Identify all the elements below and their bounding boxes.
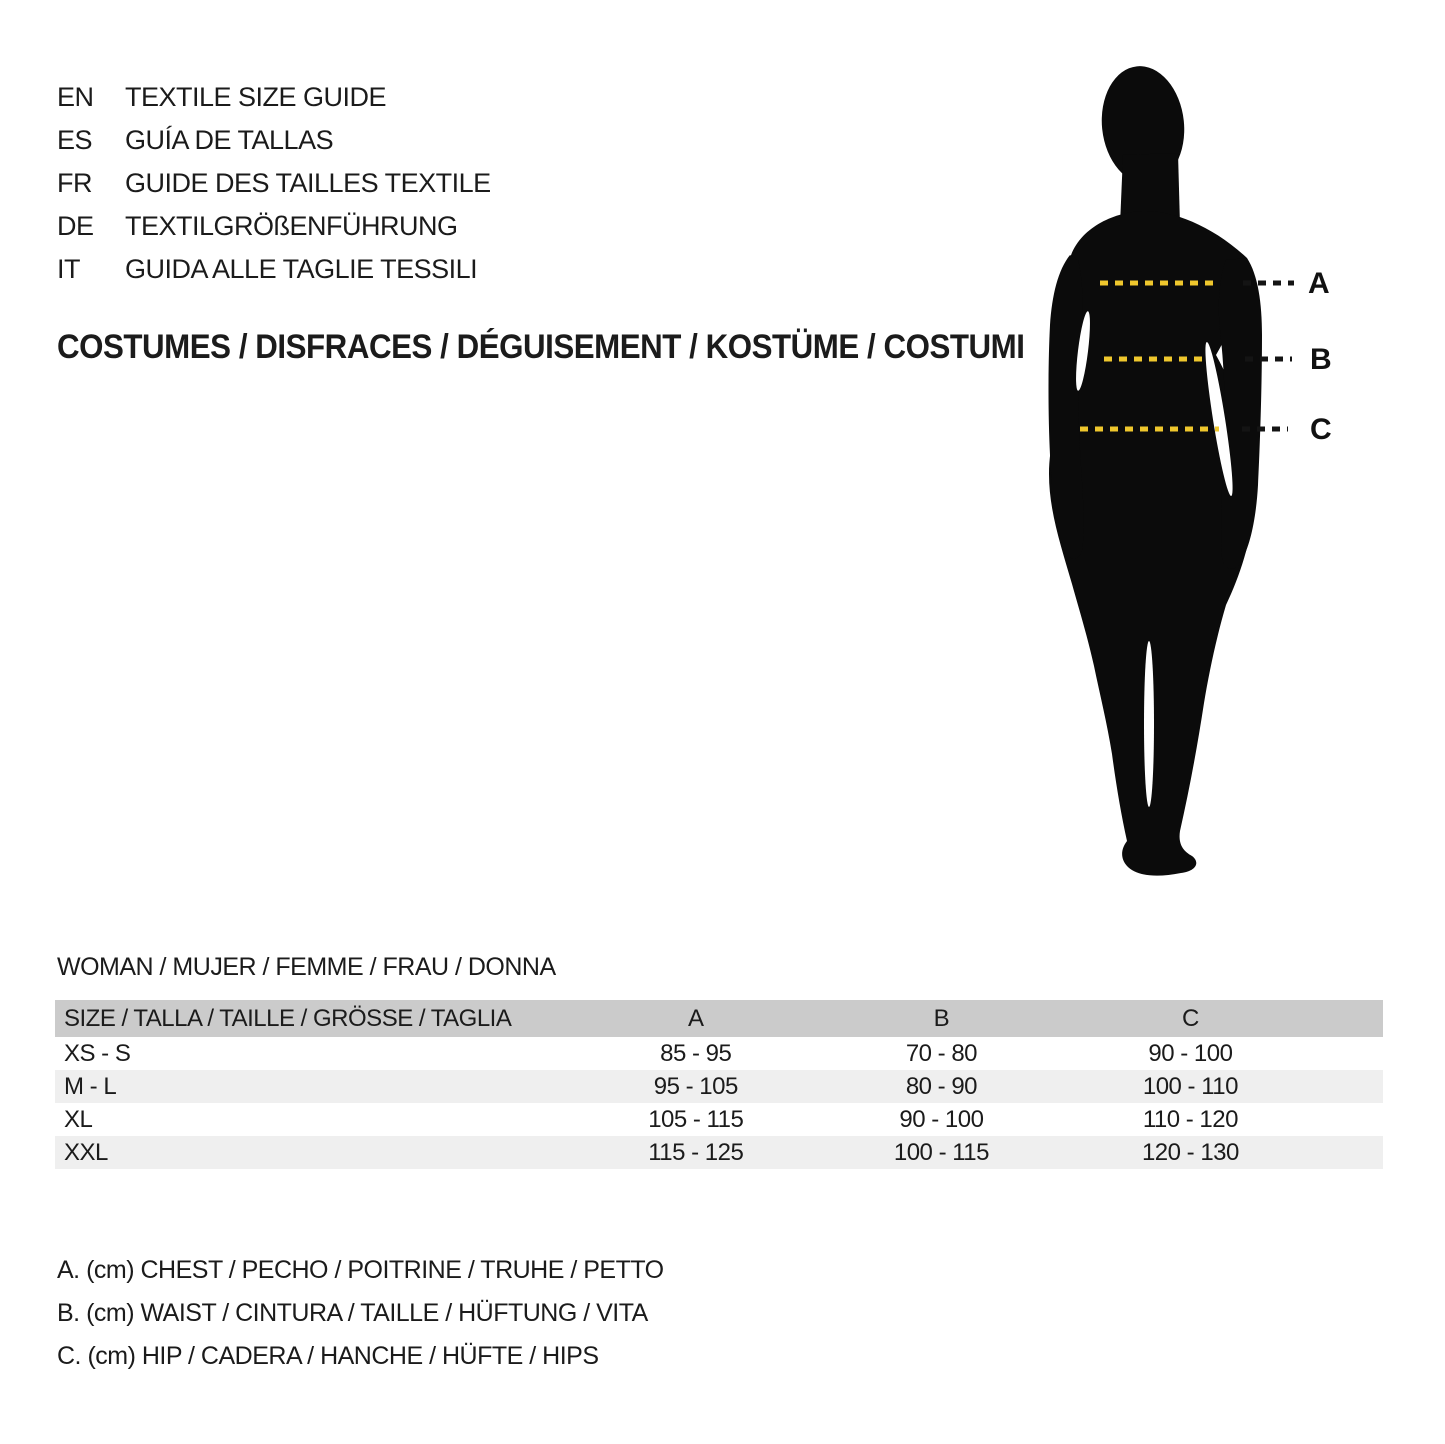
waist-cell: 80 - 90 <box>905 1072 978 1100</box>
lang-label: GUIDE DES TAILLES TEXTILE <box>125 168 491 198</box>
lang-label: GUIDA ALLE TAGLIE TESSILI <box>125 254 478 284</box>
table-row <box>55 1070 1383 1103</box>
chest-cell: 115 - 125 <box>648 1138 744 1166</box>
lang-code: ES <box>57 125 93 155</box>
lang-row-de <box>57 205 491 248</box>
size-table <box>55 1000 1383 1169</box>
size-cell: XS - S <box>64 1039 131 1067</box>
col-header-size: SIZE / TALLA / TAILLE / GRÖSSE / TAGLIA <box>64 1004 512 1032</box>
language-list <box>57 76 491 291</box>
lang-code: DE <box>57 211 94 241</box>
size-cell: M - L <box>64 1072 117 1100</box>
size-cell: XXL <box>64 1138 108 1166</box>
measure-label-c: C <box>1310 413 1332 446</box>
waist-cell: 70 - 80 <box>905 1039 978 1067</box>
legend-waist: B. (cm) WAIST / CINTURA / TAILLE / HÜFTUNG / VITA <box>57 1299 648 1327</box>
lang-label: TEXTILGRÖßENFÜHRUNG <box>125 211 458 241</box>
legend-hip: C. (cm) HIP / CADERA / HANCHE / HÜFTE / HIPS <box>57 1342 599 1370</box>
waist-cell: 90 - 100 <box>899 1105 984 1133</box>
section-title-woman: WOMAN / MUJER / FEMME / FRAU / DONNA <box>57 953 556 981</box>
table-header-row <box>55 1000 1383 1037</box>
col-header-c: C <box>1182 1004 1199 1032</box>
chest-cell: 85 - 95 <box>660 1039 732 1067</box>
size-guide-figure <box>1020 55 1440 915</box>
measure-label-a: A <box>1308 267 1330 300</box>
chest-cell: 105 - 115 <box>648 1105 744 1133</box>
table-row <box>55 1037 1383 1070</box>
size-cell: XL <box>64 1105 93 1133</box>
table-row <box>55 1103 1383 1136</box>
measurement-legend <box>57 1249 664 1378</box>
lang-code: IT <box>57 254 80 284</box>
category-title: COSTUMES / DISFRACES / DÉGUISEMENT / KOSTÜME / COSTUMI <box>57 328 1025 366</box>
lang-code: EN <box>57 82 94 112</box>
col-header-a: A <box>688 1004 704 1032</box>
lang-row-en <box>57 76 491 119</box>
measure-label-b: B <box>1310 343 1332 376</box>
col-header-spacer <box>1317 1000 1383 1037</box>
legend-chest: A. (cm) CHEST / PECHO / POITRINE / TRUHE / PETTO <box>57 1256 664 1284</box>
chest-cell: 95 - 105 <box>653 1072 738 1100</box>
lang-row-es <box>57 119 491 162</box>
lang-row-it <box>57 248 491 291</box>
table-row <box>55 1136 1383 1169</box>
lang-label: GUÍA DE TALLAS <box>125 125 334 155</box>
col-header-b: B <box>933 1004 950 1032</box>
lang-label: TEXTILE SIZE GUIDE <box>125 82 387 112</box>
lang-code: FR <box>57 168 92 198</box>
woman-silhouette-graphic <box>1020 55 1440 915</box>
hip-cell: 100 - 110 <box>1142 1072 1238 1100</box>
hip-cell: 90 - 100 <box>1148 1039 1233 1067</box>
lang-row-fr <box>57 162 491 205</box>
hip-cell: 120 - 130 <box>1141 1138 1239 1166</box>
hip-cell: 110 - 120 <box>1142 1105 1238 1133</box>
waist-cell: 100 - 115 <box>893 1138 989 1166</box>
